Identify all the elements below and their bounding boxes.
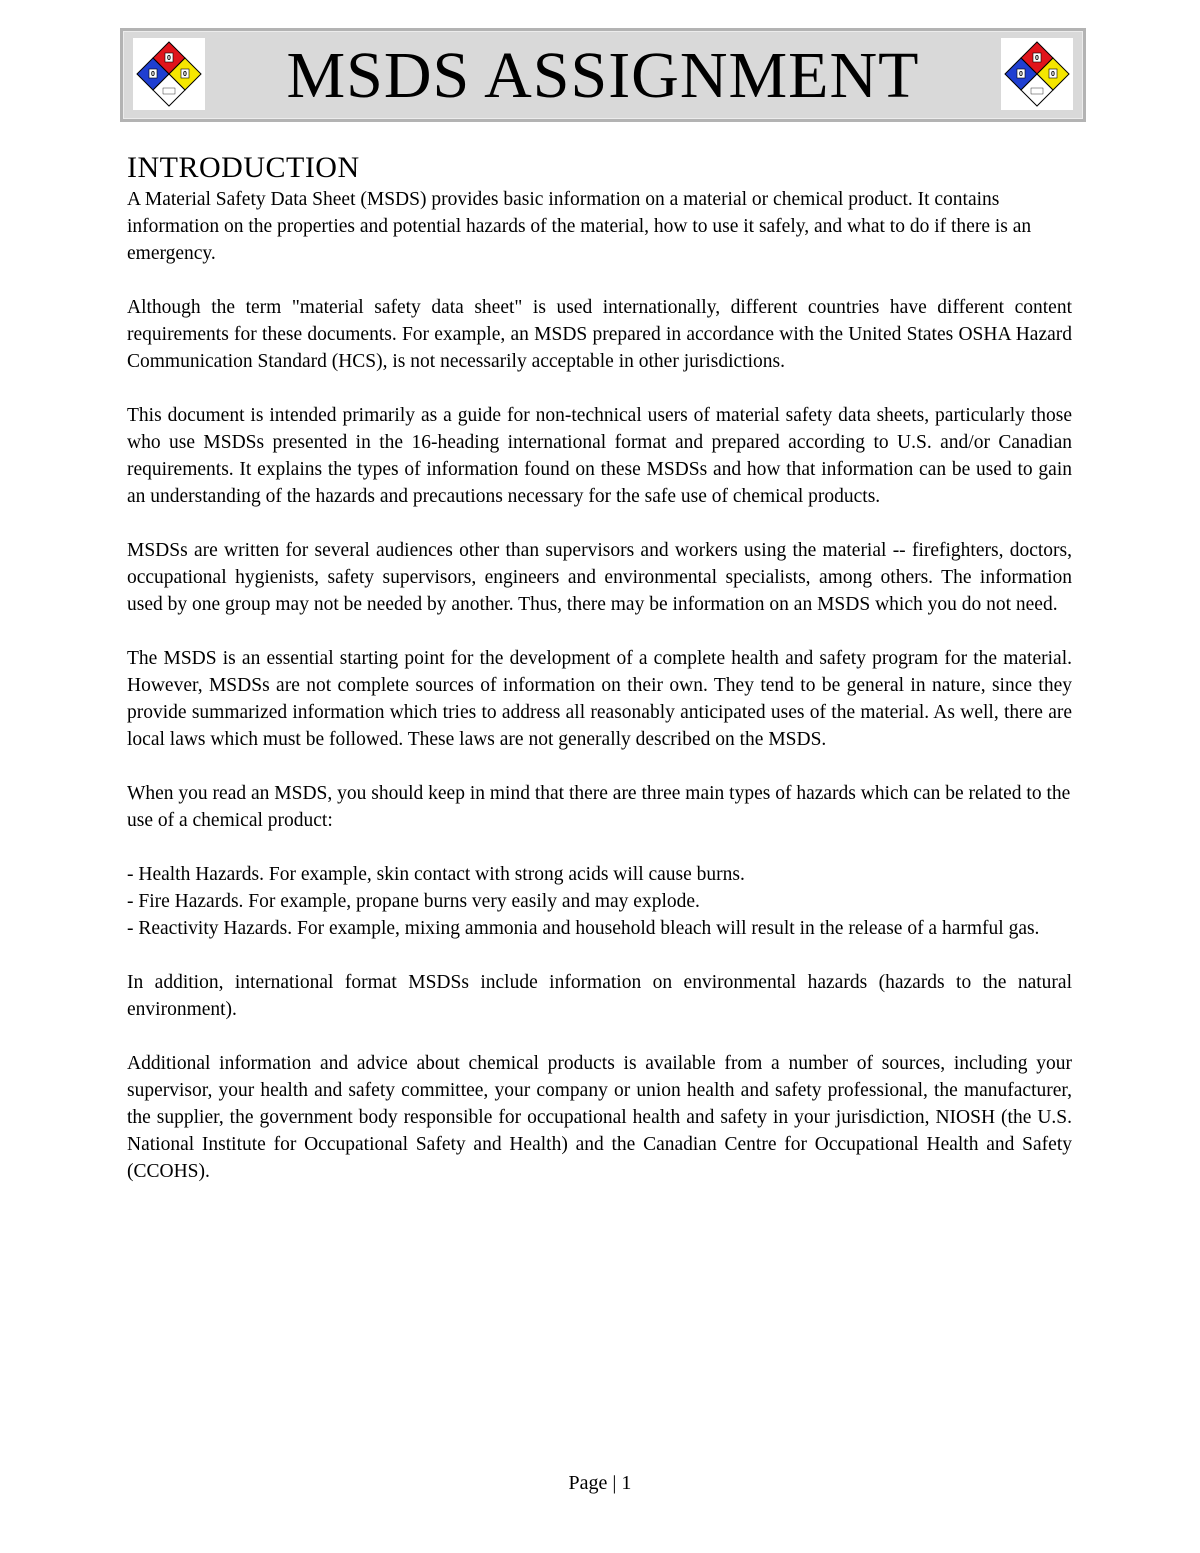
paragraph-guide-purpose: This document is intended primarily as a guide for non-technical users of material safety data sheets, particularly those who use MSDSs presented in the 16-heading international format and prepared according to U.S. and/or Canadian requirements. It explains the types of information found on these MSDSs and how that information can be used to gain an understanding of the hazards and precautions necessary for the safe use of chemical products. [127, 405, 1072, 507]
health-value: 0 [1019, 71, 1023, 78]
paragraph-msds-definition: A Material Safety Data Sheet (MSDS) provides basic information on a material or chemical product. It contains information on the properties and potential hazards of the material, how to use it safely, and what to do if there is an emergency. [127, 189, 1032, 264]
nfpa-hazard-diamond-icon [1001, 38, 1073, 110]
list-item-fire-hazards: - Fire Hazards. For example, propane burns very easily and may explode. [127, 891, 700, 912]
reactivity-value: 0 [183, 71, 187, 78]
paragraph-audiences: MSDSs are written for several audiences other than supervisors and workers using the material -- firefighters, doctors, occupational hygienists, safety supervisors, engineers and environmental specialists, among others. The information used by one group may not be needed by another. Thus, there may be information on an MSDS which you do not need. [127, 540, 1072, 615]
document-body [127, 150, 1072, 1212]
section-heading: INTRODUCTION [127, 151, 360, 184]
paragraph-hazard-types-intro: When you read an MSDS, you should keep in mind that there are three main types of hazards which can be related to the use of a chemical product: [127, 783, 1071, 831]
flammability-value: 0 [1035, 55, 1039, 62]
list-item-reactivity-hazards: - Reactivity Hazards. For example, mixing ammonia and household bleach will result in the release of a harmful gas. [127, 918, 1040, 939]
health-value: 0 [151, 71, 155, 78]
page-title: MSDS ASSIGNMENT [286, 39, 920, 112]
page-number: Page | 1 [568, 1472, 632, 1494]
title-banner [120, 28, 1086, 122]
paragraph-additional-information: Additional information and advice about chemical products is available from a number of sources, including your supervisor, your health and safety committee, your company or union health and safety professional, the manufacturer, the supplier, the government body responsible for occupational health and safety in your jurisdiction, NIOSH (the U.S. National Institute for Occupational Safety and Health) and the Canadian Centre for Occupational Health and Safety (CCOHS). [127, 1053, 1072, 1182]
paragraph-environmental-hazards: In addition, international format MSDSs include information on environmental hazards (hazards to the natural environment). [127, 972, 1072, 1020]
list-item-health-hazards: - Health Hazards. For example, skin contact with strong acids will cause burns. [127, 864, 745, 885]
reactivity-value: 0 [1051, 71, 1055, 78]
flammability-value: 0 [167, 55, 171, 62]
paragraph-international-use: Although the term "material safety data sheet" is used internationally, different countries have different content requirements for these documents. For example, an MSDS prepared in accordance with the United States OSHA Hazard Communication Standard (HCS), is not necessarily acceptable in other jurisdictions. [127, 297, 1072, 372]
hazard-list [127, 861, 1072, 942]
paragraph-starting-point: The MSDS is an essential starting point for the development of a complete health and safety program for the material. However, MSDSs are not complete sources of information on their own. They tend to be general in nature, since they provide summarized information which tries to address all reasonably anticipated uses of the material. As well, there are local laws which must be followed. These laws are not generally described on the MSDS. [127, 648, 1072, 750]
